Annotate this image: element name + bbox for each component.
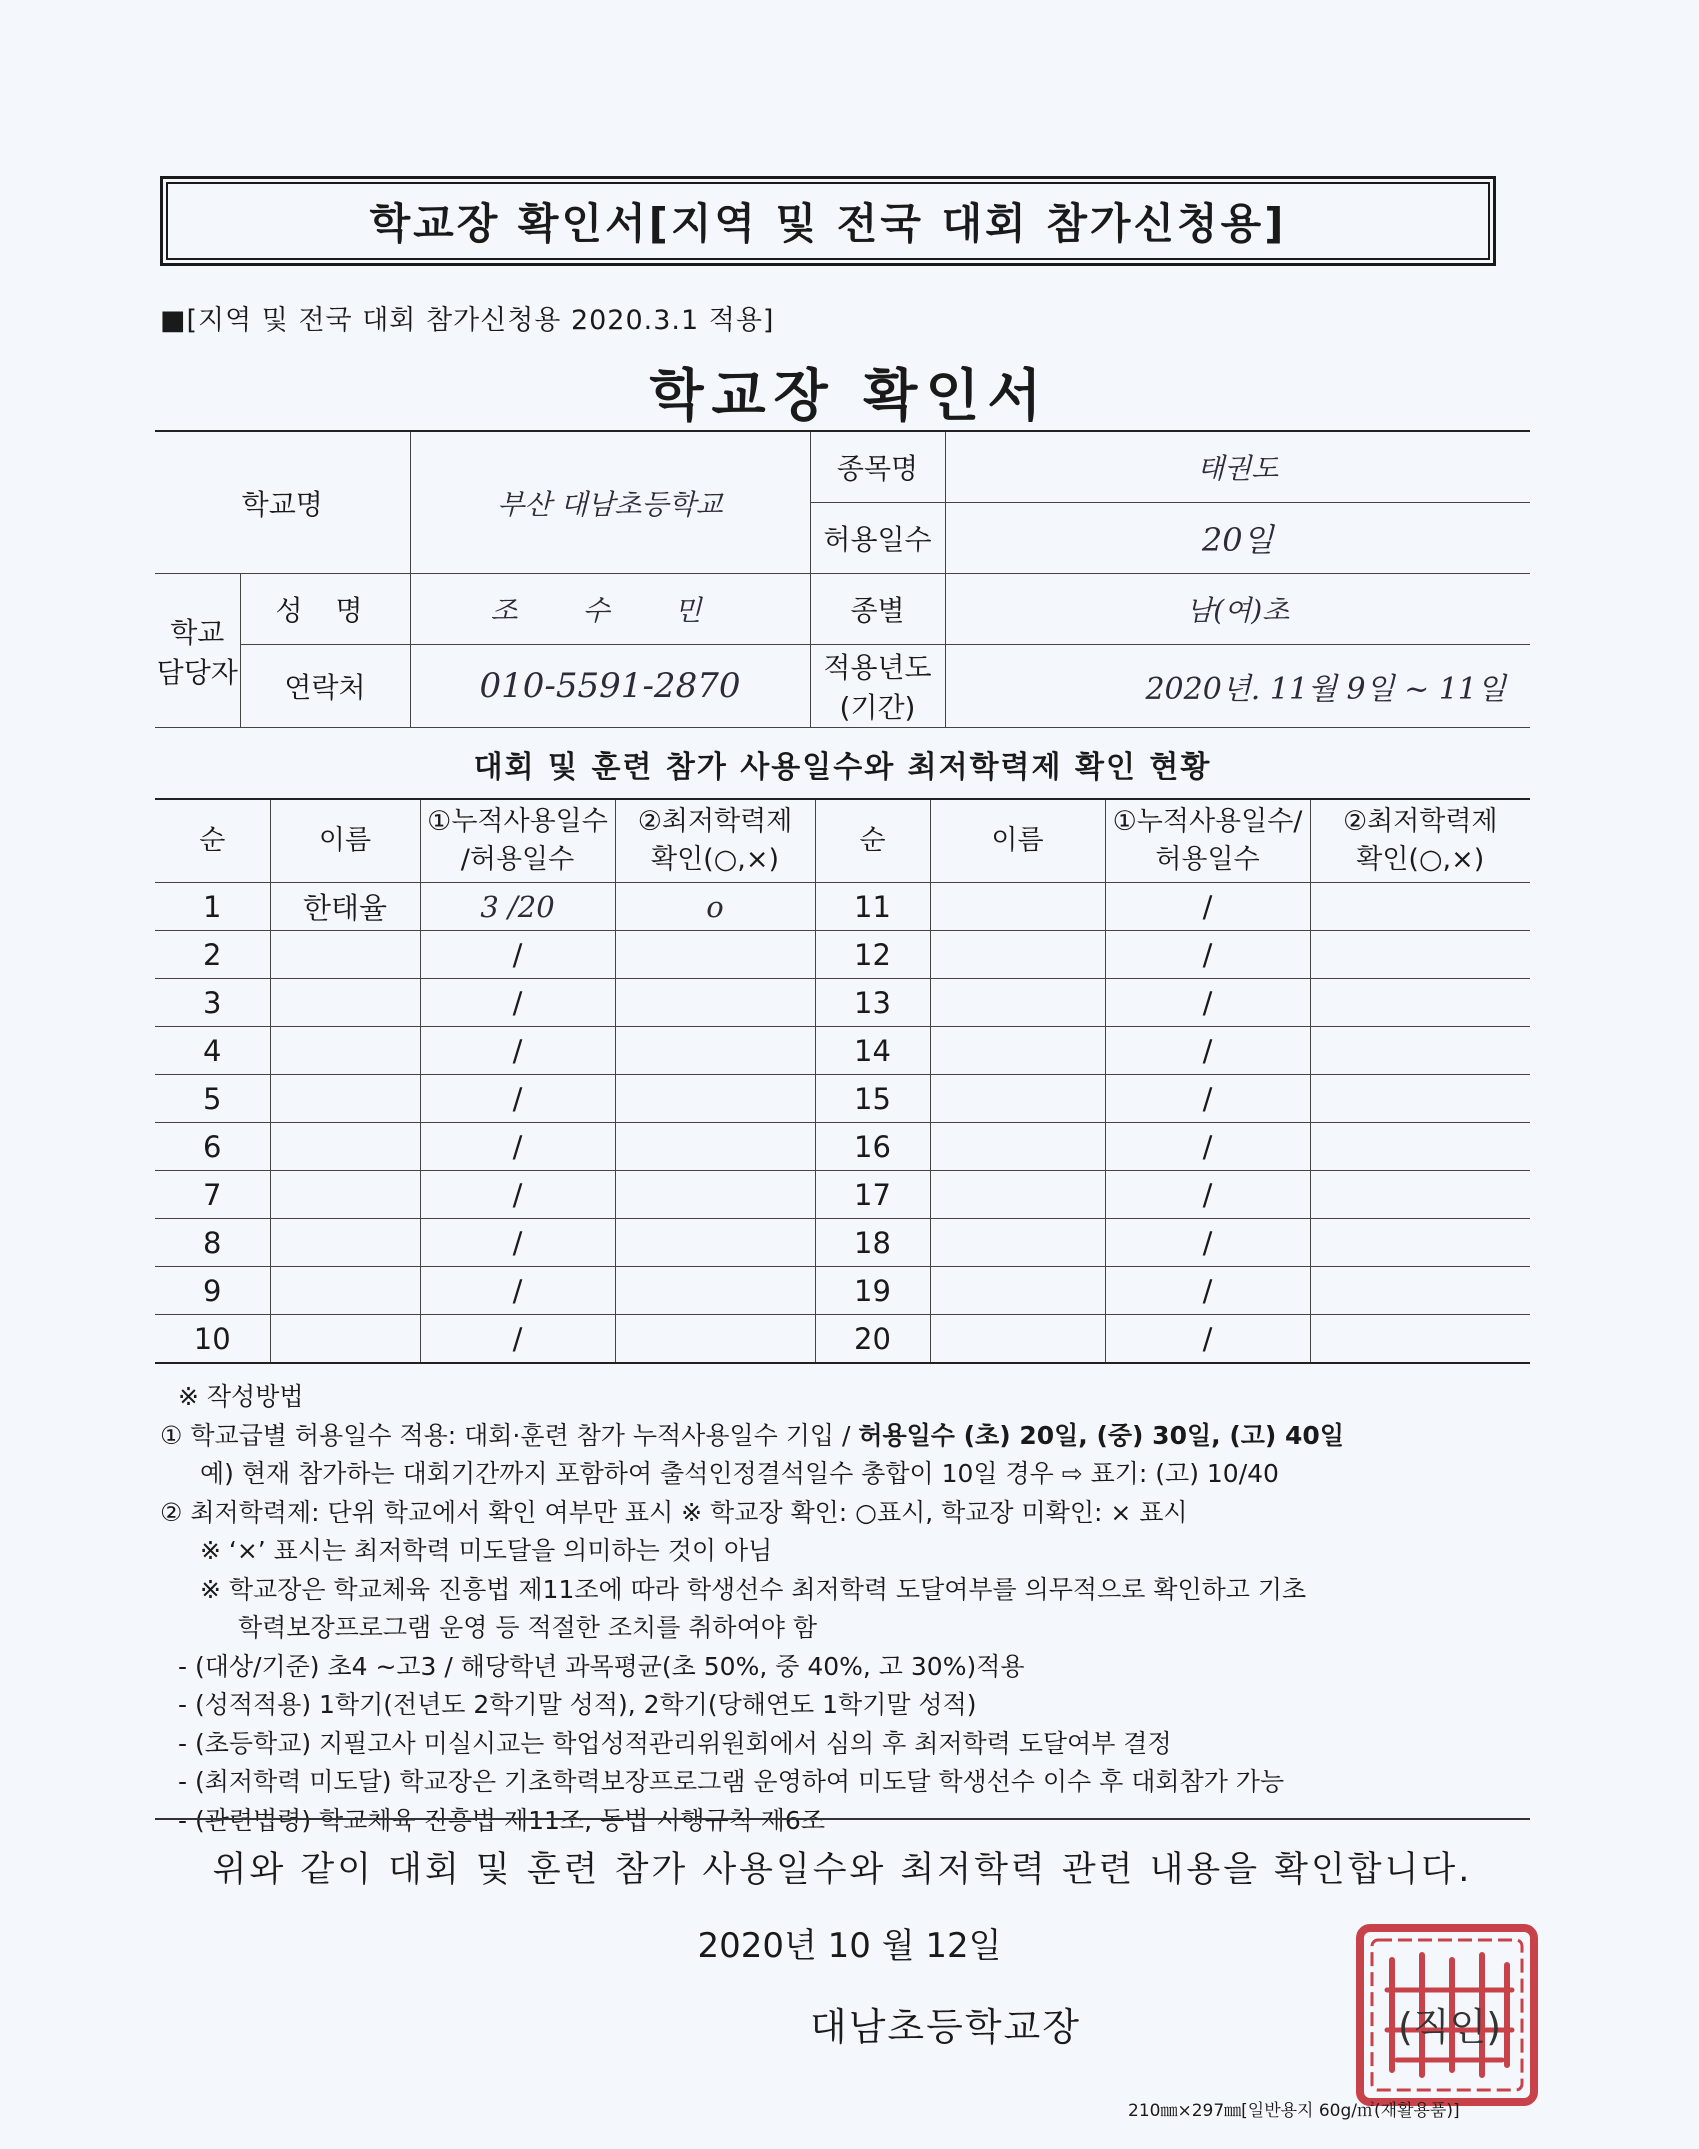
note-1-example: 예) 현재 참가하는 대회기간까지 포함하여 출석인정결석일수 총합이 10일 경우 ⇨ 표기: (고) 10/40 (200, 1459, 1279, 1488)
name-label: 성 명 (240, 574, 410, 645)
header-no: 순 (155, 799, 270, 883)
category-value: 남(여)초 (945, 574, 1530, 645)
row-check-right (1310, 1075, 1530, 1123)
header-no-right: 순 (815, 799, 930, 883)
row-no-right: 15 (815, 1075, 930, 1123)
header-name: 이름 (270, 799, 420, 883)
row-check-right (1310, 883, 1530, 931)
row-check (615, 1219, 815, 1267)
row-days-right: / (1105, 1315, 1310, 1364)
row-no: 8 (155, 1219, 270, 1267)
paper-spec-footer: 210㎜×297㎜[일반용지 60g/㎡(재활용품)] (1128, 2101, 1460, 2121)
sport-label: 종목명 (810, 431, 945, 503)
row-no: 10 (155, 1315, 270, 1364)
row-no: 5 (155, 1075, 270, 1123)
row-check-right (1310, 979, 1530, 1027)
row-name (270, 1171, 420, 1219)
info-table (155, 430, 1530, 728)
table-row (155, 1075, 1530, 1123)
allowed-days-label: 허용일수 (810, 503, 945, 574)
row-no: 4 (155, 1027, 270, 1075)
seal-label: (직인) (1398, 2005, 1502, 2049)
header-name-right: 이름 (930, 799, 1105, 883)
row-name (270, 1075, 420, 1123)
row-no: 3 (155, 979, 270, 1027)
roster-header-row (155, 799, 1530, 883)
note-1-bold: 허용일수 (초) 20일, (중) 30일, (고) 40일 (858, 1420, 1344, 1450)
instructions (160, 1378, 1540, 1840)
row-days-right: / (1105, 1219, 1310, 1267)
row-no: 7 (155, 1171, 270, 1219)
row-check (615, 1267, 815, 1315)
row-name (270, 1219, 420, 1267)
row-name (270, 1267, 420, 1315)
row-days-right: / (1105, 979, 1310, 1027)
detail-1: - (대상/기준) 초4 ~고3 / 해당학년 과목평균(초 50%, 중 40%, 고 30%)적용 (178, 1651, 1025, 1681)
header-days (420, 799, 615, 883)
period-label (810, 645, 945, 728)
row-days: / (420, 1123, 615, 1171)
row-no-right: 13 (815, 979, 930, 1027)
row-days: / (420, 1075, 615, 1123)
staff-label-line-1: 학교 (170, 615, 225, 649)
header-check-right-line-2: 확인(○,×) (1356, 844, 1485, 875)
detail-4: - (최저학력 미도달) 학교장은 기초학력보장프로그램 운영하여 미도달 학생선수 이수 후 대회참가 가능 (178, 1767, 1285, 1796)
roster-table (155, 798, 1530, 1364)
row-days-right: / (1105, 1267, 1310, 1315)
header-check-right (1310, 799, 1530, 883)
row-check (615, 1315, 815, 1364)
row-name-right (930, 1267, 1105, 1315)
principal-title: 대남초등학교장 (810, 2005, 1081, 2049)
confirmation-statement: 위와 같이 대회 및 훈련 참가 사용일수와 최저학력 관련 내용을 확인합니다. (212, 1850, 1473, 1890)
row-name-right (930, 1123, 1105, 1171)
note-2-b1: ※ 학교장은 학교체육 진흥법 제11조에 따라 학생선수 최저학력 도달여부를 의무적으로 확인하고 기초 (200, 1574, 1307, 1604)
row-name (270, 1123, 420, 1171)
table-row (155, 1027, 1530, 1075)
row-no-right: 20 (815, 1315, 930, 1364)
period-label-line-1: 적용년도 (823, 651, 932, 684)
row-name (270, 931, 420, 979)
row-check-right (1310, 1123, 1530, 1171)
period-label-line-2: (기간) (839, 691, 916, 724)
staff-label (155, 574, 240, 728)
row-days: / (420, 979, 615, 1027)
allowed-days-value: 20일 (945, 503, 1530, 574)
document-main-title: 학교장 확인서 (649, 364, 1050, 429)
row-no-right: 19 (815, 1267, 930, 1315)
row-check (615, 1123, 815, 1171)
row-name-right (930, 883, 1105, 931)
row-check (615, 1075, 815, 1123)
category-label: 종별 (810, 574, 945, 645)
row-no-right: 11 (815, 883, 930, 931)
row-name-right (930, 1315, 1105, 1364)
row-no-right: 18 (815, 1219, 930, 1267)
row-check-right (1310, 1171, 1530, 1219)
row-days-right: / (1105, 931, 1310, 979)
row-days: / (420, 1027, 615, 1075)
row-check-right (1310, 1267, 1530, 1315)
row-name-right (930, 1171, 1105, 1219)
school-label: 학교명 (155, 431, 410, 574)
header-days-line-1: ①누적사용일수 (427, 806, 608, 837)
row-no: 2 (155, 931, 270, 979)
row-days-right: / (1105, 1171, 1310, 1219)
table-row (155, 931, 1530, 979)
row-check (615, 1027, 815, 1075)
note-2: ② 최저학력제: 단위 학교에서 확인 여부만 표시 ※ 학교장 확인: ○표시, 학교장 미확인: × 표시 (160, 1497, 1188, 1527)
detail-3: - (초등학교) 지필고사 미실시교는 학업성적관리위원회에서 심의 후 최저학력 도달여부 결정 (178, 1728, 1172, 1758)
row-name-right (930, 979, 1105, 1027)
row-no: 1 (155, 883, 270, 931)
row-check (615, 979, 815, 1027)
row-days: / (420, 1267, 615, 1315)
table-row (155, 1171, 1530, 1219)
contact-value: 010-5591-2870 (410, 645, 810, 728)
header-days-right-line-2: 허용일수 (1155, 844, 1260, 875)
row-check (615, 1171, 815, 1219)
row-name-right (930, 1075, 1105, 1123)
row-name: 한태율 (270, 883, 420, 931)
row-days-right: / (1105, 1027, 1310, 1075)
row-days-right: / (1105, 1123, 1310, 1171)
detail-2: - (성적적용) 1학기(전년도 2학기말 성적), 2학기(당해연도 1학기말 성적) (178, 1690, 977, 1719)
row-name-right (930, 931, 1105, 979)
issue-date: 2020년 10 월 12일 (697, 1926, 1002, 1966)
row-days: / (420, 1171, 615, 1219)
note-2-a: ※ ‘×’ 표시는 최저학력 미도달을 의미하는 것이 아님 (200, 1536, 773, 1565)
header-check-right-line-1: ②최저학력제 (1342, 806, 1498, 837)
header-check-line-1: ②최저학력제 (637, 806, 793, 837)
roster-caption: 대회 및 훈련 참가 사용일수와 최저학력제 확인 현황 (473, 750, 1212, 785)
row-name (270, 1315, 420, 1364)
header-check (615, 799, 815, 883)
note-1 (160, 1417, 1540, 1456)
sport-value: 태권도 (945, 431, 1530, 503)
school-value: 부산 대남초등학교 (410, 431, 810, 574)
note-2-b2: 학력보장프로그램 운영 등 적절한 조치를 취하여야 함 (238, 1613, 817, 1642)
row-days-right: / (1105, 883, 1310, 931)
row-check-right (1310, 1027, 1530, 1075)
table-row (155, 883, 1530, 931)
header-days-right (1105, 799, 1310, 883)
row-days-right: / (1105, 1075, 1310, 1123)
row-name (270, 979, 420, 1027)
contact-label: 연락처 (240, 645, 410, 728)
instructions-header: ※ 작성방법 (178, 1382, 304, 1411)
table-row (155, 1123, 1530, 1171)
period-value: 2020년. 11월 9일 ~ 11일 (945, 645, 1530, 728)
table-row (155, 979, 1530, 1027)
divider (155, 1818, 1530, 1820)
row-no: 6 (155, 1123, 270, 1171)
table-row (155, 1219, 1530, 1267)
note-1-text: ① 학교급별 허용일수 적용: 대회·훈련 참가 누적사용일수 기입 / (160, 1420, 859, 1450)
row-name-right (930, 1219, 1105, 1267)
table-row (155, 1267, 1530, 1315)
document-subheading: ■[지역 및 전국 대회 참가신청용 2020.3.1 적용] (160, 305, 775, 336)
row-name-right (930, 1027, 1105, 1075)
row-check-right (1310, 1219, 1530, 1267)
row-days: / (420, 1315, 615, 1364)
row-no-right: 16 (815, 1123, 930, 1171)
row-days: 3 /20 (420, 883, 615, 931)
row-check-right (1310, 1315, 1530, 1364)
detail-5: - (관련법령) 학교체육 진흥법 제11조, 동법 시행규칙 제6조 (178, 1805, 825, 1835)
row-check-right (1310, 931, 1530, 979)
row-days: / (420, 931, 615, 979)
header-check-line-2: 확인(○,×) (651, 844, 779, 875)
document-box-title: 학교장 확인서[지역 및 전국 대회 참가신청용] (369, 199, 1287, 248)
header-days-line-2: /허용일수 (460, 844, 575, 875)
row-days: / (420, 1219, 615, 1267)
header-days-right-line-1: ①누적사용일수/ (1112, 806, 1303, 837)
row-check (615, 931, 815, 979)
row-name (270, 1027, 420, 1075)
row-check: o (615, 883, 815, 931)
name-value: 조 수 민 (410, 574, 810, 645)
row-no-right: 12 (815, 931, 930, 979)
staff-label-line-2: 담당자 (156, 655, 238, 689)
row-no: 9 (155, 1267, 270, 1315)
row-no-right: 17 (815, 1171, 930, 1219)
document-title-box (160, 176, 1496, 266)
row-no-right: 14 (815, 1027, 930, 1075)
table-row (155, 1315, 1530, 1364)
